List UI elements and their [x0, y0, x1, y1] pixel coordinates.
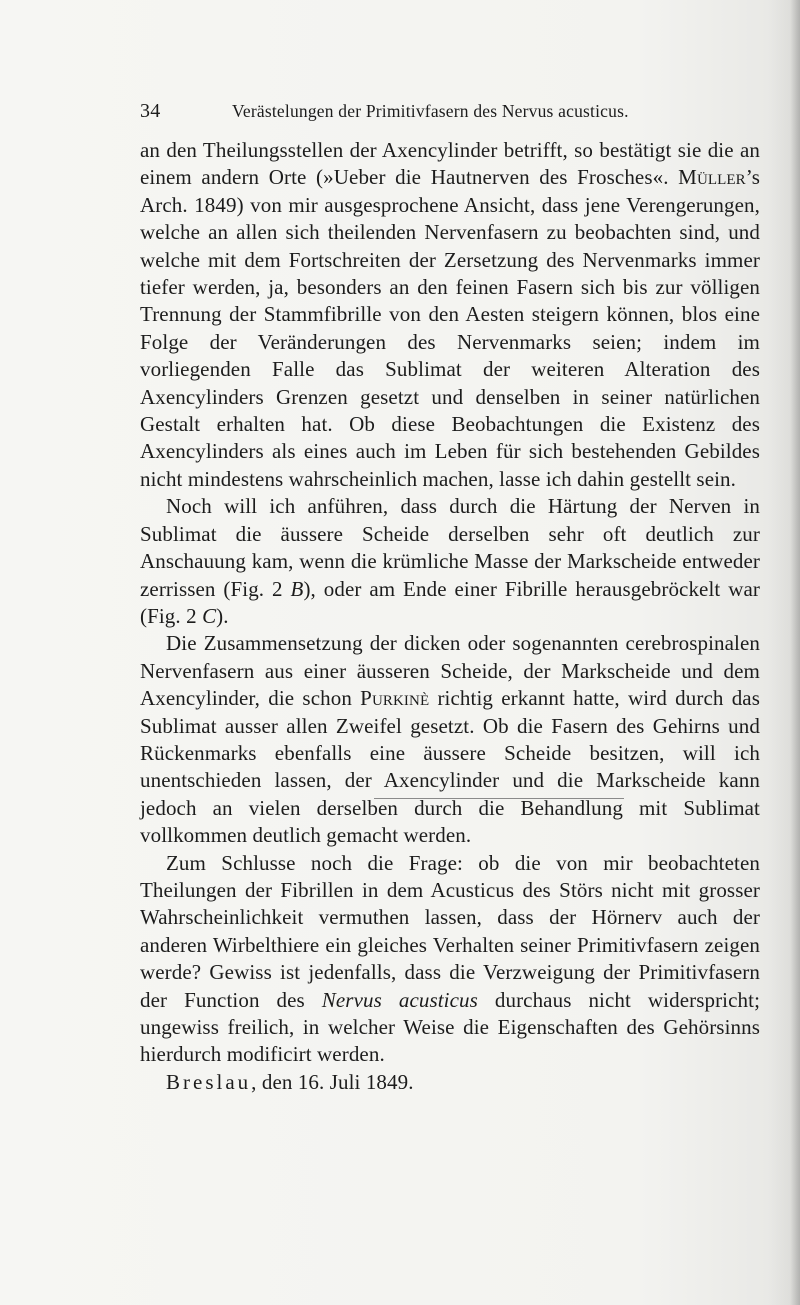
italic-term: Nervus acusticus — [321, 987, 478, 1012]
text-run: durchaus nicht widerspricht; ungewiss freilich, in welcher Weise die Eigenschaften des Gehörsinns hierdurch modificirt werden. — [140, 987, 760, 1067]
author-name: Purkinè — [360, 686, 430, 711]
body-text — [140, 137, 760, 1096]
paragraph — [140, 850, 760, 1069]
paragraph — [140, 137, 760, 493]
italic-term: B — [290, 576, 304, 601]
text-run: Noch will ich anführen, dass durch die Härtung der Nerven in Sublimat die äussere Scheide derselben sehr oft deutlich zur Anschauung kam, wenn die krümliche Masse der Markscheide entweder zerrissen (Fig. 2 — [140, 494, 760, 601]
signoff-place: Breslau — [166, 1069, 252, 1094]
running-title: Verästelungen der Primitivfasern des Nervus acusticus. — [232, 101, 629, 121]
text-run: ). — [216, 603, 229, 628]
paragraph — [140, 630, 760, 849]
page-number: 34 — [140, 100, 161, 122]
end-rule — [374, 798, 624, 799]
signoff — [140, 1069, 760, 1096]
paragraph — [140, 493, 760, 630]
text-run: an den Theilungsstellen der Axencylinder betrifft, so bestätigt sie die an einem andern Orte (»Ueber die Hautnerven des Frosches«. — [140, 138, 760, 190]
text-run: Die Zusammensetzung der dicken oder sogenannten cerebrospinalen Nervenfasern aus einer äusseren Scheide, der Markscheide und dem Axencylinder, die schon — [140, 631, 760, 711]
text-run: ’s Arch. 1849) von mir ausgesprochene Ansicht, dass jene Verengerungen, welche an allen sich theilenden Nervenfasern zu beobachten sind, und welche mit dem Fortschreiten der Zersetzung des Nervenmarks immer tiefer werden, ja, besonders an den feinen Fasern sich bis zur völligen Trennung der Stammfibrille von den Aesten steigern können, blos eine Folge der Veränderungen des Nervenmarks seien; indem im vorliegenden Falle das Sublimat der weiteren Alteration des Axencylinders Grenzen gesetzt und denselben in seiner natürlichen Gestalt erhalten hat. Ob diese Beobachtungen die Existenz des Axencylinders als eines auch im Leben für sich bestehenden Gebildes nicht mindestens wahrscheinlich machen, lasse ich dahin gestellt sein. — [140, 165, 760, 491]
text-run: richtig erkannt hatte, wird durch das Sublimat ausser allen Zweifel gesetzt. Ob die Fasern des Gehirns und Rückenmarks ebenfalls eine äussere Scheide besitzen, will ich unentschieden lassen, der Axencylinder und die Markscheide kann jedoch an vielen derselben durch die Behandlung mit Sublimat vollkommen deutlich gemacht werden. — [140, 686, 760, 848]
author-name: Müller — [678, 165, 746, 190]
italic-term: C — [202, 603, 217, 628]
text-run: Zum Schlusse noch die Frage: ob die von mir beobachteten Theilungen der Fibrillen in dem Acusticus des Störs nicht mit grosser Wahrscheinlichkeit vermuthen lassen, dass der Hörnerv auch der anderen Wirbelthiere ein gleiches Verhalten seiner Primitivfasern zeigen werde? Gewiss ist jedenfalls, dass die Verzweigung der Primitivfasern der Function des — [140, 850, 760, 1012]
text-run: ), oder am Ende einer Fibrille herausgebröckelt war (Fig. 2 — [140, 576, 761, 628]
signoff-date: , den 16. Juli 1849. — [251, 1069, 414, 1094]
page-edge-shadow — [790, 0, 800, 1305]
